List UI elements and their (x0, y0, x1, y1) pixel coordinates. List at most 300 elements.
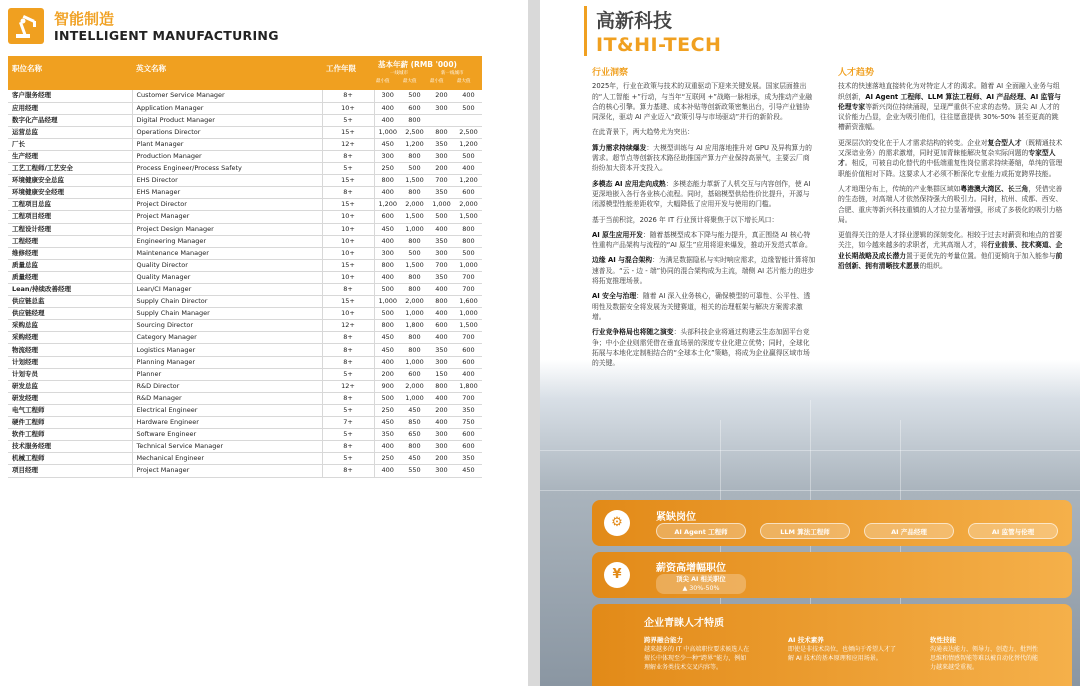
table-cell: 5+ (322, 429, 374, 441)
table-cell: 450 (374, 223, 401, 235)
table-cell: 500 (401, 247, 428, 259)
table-cell: 800 (374, 320, 401, 332)
money-icon: ¥ (604, 562, 630, 588)
table-cell: 350 (374, 429, 401, 441)
table-cell: 研发经理 (8, 392, 132, 404)
table-cell: 300 (428, 465, 455, 477)
table-cell: 1,000 (455, 259, 482, 271)
table-cell: 600 (374, 211, 401, 223)
table-row (8, 126, 482, 138)
salary-table (8, 56, 482, 478)
table-cell: 采购总监 (8, 320, 132, 332)
table-cell: 800 (428, 380, 455, 392)
table-cell: 600 (428, 320, 455, 332)
table-cell: 工程经理 (8, 235, 132, 247)
table-cell: 800 (401, 441, 428, 453)
table-cell: 采购经理 (8, 332, 132, 344)
table-cell (428, 114, 455, 126)
table-cell: 300 (428, 150, 455, 162)
table-body (8, 90, 482, 478)
table-cell: 1,500 (455, 320, 482, 332)
table-cell: 1,200 (455, 138, 482, 150)
table-cell: 400 (428, 223, 455, 235)
table-cell: 700 (455, 332, 482, 344)
talent-title: 人才趋势 (838, 68, 875, 78)
table-cell: 工艺工程师/工艺安全 (8, 163, 132, 175)
salary-growth-card (592, 552, 1072, 598)
industry-p1: 2025年，行业在政策与技术的双重驱动下迎来关键发展。国家层面推出的“人工智能 +”行动，与当年“互联网 +”战略一脉相承，成为推动产业融合的核心引擎。算力基建、成本补贴等创新政策密集出台，引导产业链协同深化，驱动 AI 产业迈入“政策引导与市场驱动”并行的新阶段。 (592, 82, 813, 122)
table-cell: 300 (374, 90, 401, 102)
table-cell: 600 (455, 344, 482, 356)
table-cell: 运营总监 (8, 126, 132, 138)
table-cell: 8+ (322, 392, 374, 404)
table-cell: Engineering Manager (132, 235, 322, 247)
table-cell: Logistics Manager (132, 344, 322, 356)
table-row (8, 344, 482, 356)
table-cell: 600 (401, 102, 428, 114)
table-cell: 400 (374, 114, 401, 126)
section-title-zh: 高新科技 (596, 10, 673, 32)
table-row (8, 308, 482, 320)
industry-p3: 算力需求持续爆发：大模型训练与 AI 应用落地推升对 GPU 及异构算力的需求。超节点等创新技术路径助推国产算力产业保持高景气，主要云厂商纷纷加大资本开支投入。 (592, 143, 812, 173)
table-cell: 硬件工程师 (8, 417, 132, 429)
table-cell: Project Manager (132, 211, 322, 223)
table-cell: 1,000 (401, 356, 428, 368)
talent-traits-card (592, 604, 1072, 686)
table-cell: 质量总监 (8, 259, 132, 271)
table-cell: 计划经理 (8, 356, 132, 368)
table-cell: 700 (455, 271, 482, 283)
table-cell: 450 (374, 417, 401, 429)
table-cell: 10+ (322, 247, 374, 259)
table-cell: 400 (455, 90, 482, 102)
table-row (8, 368, 482, 380)
table-cell: 700 (455, 284, 482, 296)
table-row (8, 138, 482, 150)
table-cell: 200 (374, 368, 401, 380)
table-cell: 1,500 (455, 211, 482, 223)
gear-icon: ⚙ (604, 510, 630, 536)
table-cell: 10+ (322, 211, 374, 223)
table-cell: 500 (455, 102, 482, 114)
table-cell: Quality Manager (132, 271, 322, 283)
table-cell: 500 (374, 308, 401, 320)
header-years: 工作年限 (326, 64, 356, 73)
robot-arm-icon (8, 8, 44, 44)
section-title-en: IT&HI-TECH (596, 34, 722, 56)
table-row (8, 356, 482, 368)
table-row (8, 175, 482, 187)
table-cell: Process Engineer/Process Safety (132, 163, 322, 175)
table-cell: 300 (428, 356, 455, 368)
salary-growth-item-sub: ▲ 30%-50% (682, 585, 720, 592)
table-cell: Project Design Manager (132, 223, 322, 235)
table-cell: 15+ (322, 175, 374, 187)
table-cell: 400 (374, 271, 401, 283)
table-cell: 1,500 (401, 259, 428, 271)
table-cell: Operations Director (132, 126, 322, 138)
table-row (8, 429, 482, 441)
table-cell: 800 (401, 271, 428, 283)
table-cell: 400 (428, 417, 455, 429)
table-cell: Planning Manager (132, 356, 322, 368)
table-row (8, 320, 482, 332)
table-cell: 800 (401, 235, 428, 247)
table-cell: Software Engineer (132, 429, 322, 441)
table-cell: 600 (455, 441, 482, 453)
table-cell: 1,800 (401, 320, 428, 332)
talent-p4: 更值得关注的是人才择业逻辑的深刻变化。相较于过去对薪资和地点的首要关注，如今越来越多的求职者，尤其高端人才，将行业前景、技术赛道、企业长期战略及成长潜力置于更优先的考量位置。他们更倾向于加入能参与前沿创新、拥有清晰技术愿景的组织。 (838, 231, 1063, 271)
table-cell: 1,500 (401, 211, 428, 223)
table-cell: 8+ (322, 284, 374, 296)
talent-trends (838, 68, 1064, 276)
table-cell: 1,000 (374, 296, 401, 308)
table-cell: 900 (374, 380, 401, 392)
scarce-item: LLM 算法工程师 (760, 523, 850, 539)
table-cell: 客户服务经理 (8, 90, 132, 102)
scarce-title: 紧缺岗位 (656, 512, 696, 523)
table-cell: Maintenance Manager (132, 247, 322, 259)
table-cell: Customer Service Manager (132, 90, 322, 102)
table-row (8, 417, 482, 429)
table-cell: 450 (374, 344, 401, 356)
table-cell: Digital Product Manager (132, 114, 322, 126)
header-max-1: 最大值 (403, 79, 417, 84)
table-cell: 400 (428, 332, 455, 344)
table-row (8, 284, 482, 296)
table-cell: 400 (374, 356, 401, 368)
table-cell: 15+ (322, 296, 374, 308)
industry-p8: AI 安全与治理：随着 AI 深入业务核心，确保模型的可靠性、公平性、透明性及数据安全将发展为关键赛道，相关的治理框架与解决方案需求激增。 (592, 292, 811, 321)
table-row (8, 392, 482, 404)
table-cell: 5+ (322, 404, 374, 416)
table-cell: 8+ (322, 90, 374, 102)
table-cell: 450 (401, 453, 428, 465)
table-cell: 550 (401, 465, 428, 477)
table-cell: Production Manager (132, 150, 322, 162)
table-row (8, 404, 482, 416)
talent-p3: 人才地理分布上，传统的产业集群区域如粤港澳大湾区、长三角，凭借完善的生态链，对高端人才依然保持强大的吸引力。同时，杭州、成都、西安、合肥、重庆等新兴科技重镇的人才拉力显著增强，形成了多极化的吸引力格局。 (838, 184, 1063, 224)
table-cell: 200 (428, 163, 455, 175)
table-cell: 400 (455, 163, 482, 175)
table-cell: 1,200 (455, 175, 482, 187)
table-cell: 400 (428, 308, 455, 320)
table-row (8, 211, 482, 223)
header-title-en: 英文名称 (136, 64, 166, 73)
table-cell: R&D Director (132, 380, 322, 392)
table-cell: 5+ (322, 163, 374, 175)
table-cell: 700 (428, 175, 455, 187)
table-cell: Application Manager (132, 102, 322, 114)
talent-p1: 技术的快速落地直接转化为对特定人才的渴求。随着 AI 全面融入业务与组织创新，AI Agent 工程师、LLM 算法工程师、AI 产品经理、AI 监管与伦理专家等新兴岗位持续涌现，呈现严重供不应求的态势。顶尖 AI 人才的议价能力凸显，企业为吸引他们，往往愿意提供 30%-50% 甚至更高的跳槽薪资涨幅。 (838, 82, 1061, 132)
table-cell: 环境健康安全总监 (8, 175, 132, 187)
table-cell: 350 (455, 453, 482, 465)
table-cell: Category Manager (132, 332, 322, 344)
table-cell: 2,000 (455, 199, 482, 211)
table-header (8, 56, 482, 90)
table-cell: 5+ (322, 114, 374, 126)
table-row (8, 247, 482, 259)
table-cell: 400 (428, 392, 455, 404)
table-cell: 10+ (322, 223, 374, 235)
table-cell: 1,200 (401, 138, 428, 150)
trait-item: 跨界融合能力 越来越多的 IT 中高端职位要求候选人在擅长中体现至少一种“跨界”能力，例如理解业务类技术交叉内容等。 (644, 636, 750, 671)
section-title-zh: 智能制造 (54, 10, 115, 28)
table-cell: Quality Director (132, 259, 322, 271)
table-cell: 8+ (322, 332, 374, 344)
trait-item: 软性技能 沟通表达能力、领导力、创造力、批判性思维和情感智能等难以被自动化替代的能力越来越受重视。 (930, 636, 1039, 671)
section-title-en: INTELLIGENT MANUFACTURING (54, 28, 279, 43)
table-cell: 7+ (322, 417, 374, 429)
table-cell: 1,000 (401, 308, 428, 320)
salary-growth-item (656, 574, 746, 594)
table-cell: 400 (428, 284, 455, 296)
traits-title: 企业青睐人才特质 (644, 618, 724, 629)
table-row (8, 332, 482, 344)
table-cell: Project Manager (132, 465, 322, 477)
table-row (8, 90, 482, 102)
table-cell: 800 (428, 126, 455, 138)
table-cell: 400 (374, 102, 401, 114)
table-cell: 200 (428, 404, 455, 416)
table-cell: 机械工程师 (8, 453, 132, 465)
table-cell: 2,500 (455, 126, 482, 138)
table-row (8, 453, 482, 465)
table-cell: 700 (455, 392, 482, 404)
table-cell: 400 (455, 368, 482, 380)
table-cell: 500 (455, 150, 482, 162)
table-cell: 15+ (322, 199, 374, 211)
table-cell: 450 (455, 465, 482, 477)
table-cell: 数字化产品经理 (8, 114, 132, 126)
table-cell: 12+ (322, 380, 374, 392)
table-cell: 8+ (322, 344, 374, 356)
table-cell: 250 (374, 453, 401, 465)
table-cell: 8+ (322, 441, 374, 453)
salary-growth-title: 薪资高增幅职位 (656, 563, 726, 574)
table-cell: 2,500 (401, 126, 428, 138)
table-cell: 维修经理 (8, 247, 132, 259)
table-cell: 8+ (322, 356, 374, 368)
header-max-2: 最大值 (457, 79, 471, 84)
scarce-item: AI 监管与伦理 (968, 523, 1058, 539)
table-cell: 12+ (322, 138, 374, 150)
table-cell: 400 (374, 465, 401, 477)
table-cell: 1,800 (455, 380, 482, 392)
table-cell: 工程项目总监 (8, 199, 132, 211)
table-cell: 450 (374, 138, 401, 150)
table-cell: Hardware Engineer (132, 417, 322, 429)
table-cell: 15+ (322, 259, 374, 271)
table-cell: 质量经理 (8, 271, 132, 283)
industry-p4: 多模态 AI 应用走向成熟：多模态能力革新了人机交互与内容创作，使 AI 更深地嵌入各行各业核心流程。同时，基础模型供给性价比提升，开源与闭源模型性能差距收窄，大幅降低了应用开发与使用的门槛。 (592, 179, 811, 209)
scarce-item: AI 产品经理 (864, 523, 954, 539)
right-page (540, 0, 1080, 686)
table-cell: 500 (401, 163, 428, 175)
header-title-zh: 职位名称 (12, 64, 42, 73)
table-cell: 1,000 (401, 223, 428, 235)
table-cell: R&D Manager (132, 392, 322, 404)
table-row (8, 271, 482, 283)
table-cell: 技术服务经理 (8, 441, 132, 453)
table-row (8, 114, 482, 126)
table-cell: 300 (428, 102, 455, 114)
table-cell: 300 (374, 247, 401, 259)
table-cell: 2,000 (401, 199, 428, 211)
table-cell: 300 (374, 150, 401, 162)
table-cell: 850 (401, 417, 428, 429)
table-cell: 8+ (322, 150, 374, 162)
table-cell: Plant Manager (132, 138, 322, 150)
table-cell: 450 (374, 332, 401, 344)
table-cell: Electrical Engineer (132, 404, 322, 416)
table-cell: 600 (455, 429, 482, 441)
table-row (8, 150, 482, 162)
table-cell: 8+ (322, 187, 374, 199)
table-cell: 10+ (322, 271, 374, 283)
left-page (0, 0, 528, 686)
table-cell: Project Director (132, 199, 322, 211)
table-cell: 400 (374, 187, 401, 199)
table-cell: 800 (374, 259, 401, 271)
table-cell: 450 (401, 404, 428, 416)
table-cell: 250 (374, 163, 401, 175)
table-cell: 600 (455, 356, 482, 368)
table-cell: 350 (428, 138, 455, 150)
industry-p2: 在此背景下，两大趋势尤为突出： (592, 128, 694, 137)
table-cell: 项目经理 (8, 465, 132, 477)
header-tier2: 新一线城市 (441, 71, 464, 76)
table-row (8, 465, 482, 477)
table-cell: 研发总监 (8, 380, 132, 392)
table-cell: 供应链总监 (8, 296, 132, 308)
table-cell: 300 (428, 247, 455, 259)
table-cell: 物流经理 (8, 344, 132, 356)
table-cell: 350 (455, 404, 482, 416)
table-cell: 15+ (322, 126, 374, 138)
table-cell: 650 (401, 429, 428, 441)
talent-p2: 更深层次的变化在于人才需求结构的转变。企业对复合型人才（既精通技术又深谙业务）的需求激增，同时更加青睐能解决复杂实际问题的专家型人才。相反，可被自动化替代的中低端重复性岗位需求持续萎缩，单纯的管理职能价值相对下降。这要求人才必须不断深化专业能力或拓宽跨界技能。 (838, 138, 1063, 178)
table-cell: 1,500 (401, 175, 428, 187)
table-cell: 供应链经理 (8, 308, 132, 320)
table-cell: 200 (428, 453, 455, 465)
table-cell: 500 (374, 392, 401, 404)
table-cell: 350 (428, 344, 455, 356)
table-cell: 800 (428, 296, 455, 308)
table-cell: Planner (132, 368, 322, 380)
table-row (8, 163, 482, 175)
table-row (8, 187, 482, 199)
table-cell: 500 (455, 247, 482, 259)
table-cell: EHS Manager (132, 187, 322, 199)
table-cell: 400 (374, 441, 401, 453)
table-row (8, 199, 482, 211)
table-cell (455, 114, 482, 126)
table-cell: 1,000 (401, 392, 428, 404)
table-cell: 800 (455, 235, 482, 247)
table-cell: 计划专员 (8, 368, 132, 380)
table-cell: Supply Chain Director (132, 296, 322, 308)
table-cell: 8+ (322, 465, 374, 477)
table-cell: 700 (428, 259, 455, 271)
table-cell: 800 (455, 223, 482, 235)
table-cell: Lean/CI Manager (132, 284, 322, 296)
table-cell: 厂长 (8, 138, 132, 150)
salary-growth-item-title: 顶尖 AI 相关职位 (676, 576, 726, 583)
table-cell: 10+ (322, 102, 374, 114)
table-cell: 800 (401, 187, 428, 199)
table-cell: 应用经理 (8, 102, 132, 114)
title-accent-bar (584, 6, 587, 56)
table-row (8, 441, 482, 453)
table-cell: 工程项目经理 (8, 211, 132, 223)
table-cell: 800 (401, 150, 428, 162)
header-tier1: 一线城市 (390, 71, 408, 76)
industry-p5: 基于当前积淀，2026 年 IT 行业预计将聚焦于以下增长风口： (592, 215, 779, 224)
table-cell: 500 (428, 211, 455, 223)
table-cell: 800 (374, 175, 401, 187)
table-cell: 软件工程师 (8, 429, 132, 441)
table-cell: 350 (428, 235, 455, 247)
table-cell: 750 (455, 417, 482, 429)
table-cell: Technical Service Manager (132, 441, 322, 453)
industry-p9: 行业竞争格局也将随之演变：头部科技企业将通过构建云生态加固平台竞争；中小企业则需凭借在垂直场景的深度专业化建立优势；同时，全球化拓展与本地化定制相结合的“全球本土化”策略，将成为企业赢得区域市场的关键。 (592, 328, 810, 368)
table-cell: 600 (401, 368, 428, 380)
table-cell: 5+ (322, 368, 374, 380)
table-cell: 600 (455, 187, 482, 199)
table-cell: 1,000 (428, 199, 455, 211)
table-cell: 500 (374, 284, 401, 296)
table-row (8, 296, 482, 308)
table-row (8, 102, 482, 114)
table-cell: 300 (428, 441, 455, 453)
table-cell: Mechanical Engineer (132, 453, 322, 465)
table-cell: 250 (374, 404, 401, 416)
table-cell: 800 (401, 114, 428, 126)
table-cell: 生产经理 (8, 150, 132, 162)
table-row (8, 380, 482, 392)
table-cell: 300 (428, 429, 455, 441)
table-cell: 1,000 (455, 308, 482, 320)
table-cell: 1,200 (374, 199, 401, 211)
industry-title: 行业洞察 (592, 68, 629, 78)
industry-insight (592, 68, 816, 373)
table-cell: 800 (401, 344, 428, 356)
scarce-item: AI Agent 工程师 (656, 523, 746, 539)
table-cell: 800 (401, 284, 428, 296)
table-cell: 400 (374, 235, 401, 247)
page-gutter (528, 0, 540, 686)
table-cell: Sourcing Director (132, 320, 322, 332)
table-cell: 10+ (322, 235, 374, 247)
table-cell: Lean/持续改善经理 (8, 284, 132, 296)
table-cell: Supply Chain Manager (132, 308, 322, 320)
table-cell: 2,000 (401, 296, 428, 308)
table-cell: 200 (428, 90, 455, 102)
table-cell: EHS Director (132, 175, 322, 187)
header-min-1: 最小值 (376, 79, 390, 84)
table-cell: 工程设计经理 (8, 223, 132, 235)
table-cell: 电气工程师 (8, 404, 132, 416)
table-cell: 1,000 (374, 126, 401, 138)
header-min-2: 最小值 (430, 79, 444, 84)
table-cell: 150 (428, 368, 455, 380)
table-row (8, 235, 482, 247)
table-row (8, 259, 482, 271)
table-cell: 350 (428, 187, 455, 199)
industry-p6: AI 原生应用开发：随着基模型成本下降与能力提升，真正围绕 AI 核心特性重构产品架构与流程的“AI 原生”应用将迎来爆发，推动开发范式革命。 (592, 230, 812, 250)
table-cell: 12+ (322, 320, 374, 332)
